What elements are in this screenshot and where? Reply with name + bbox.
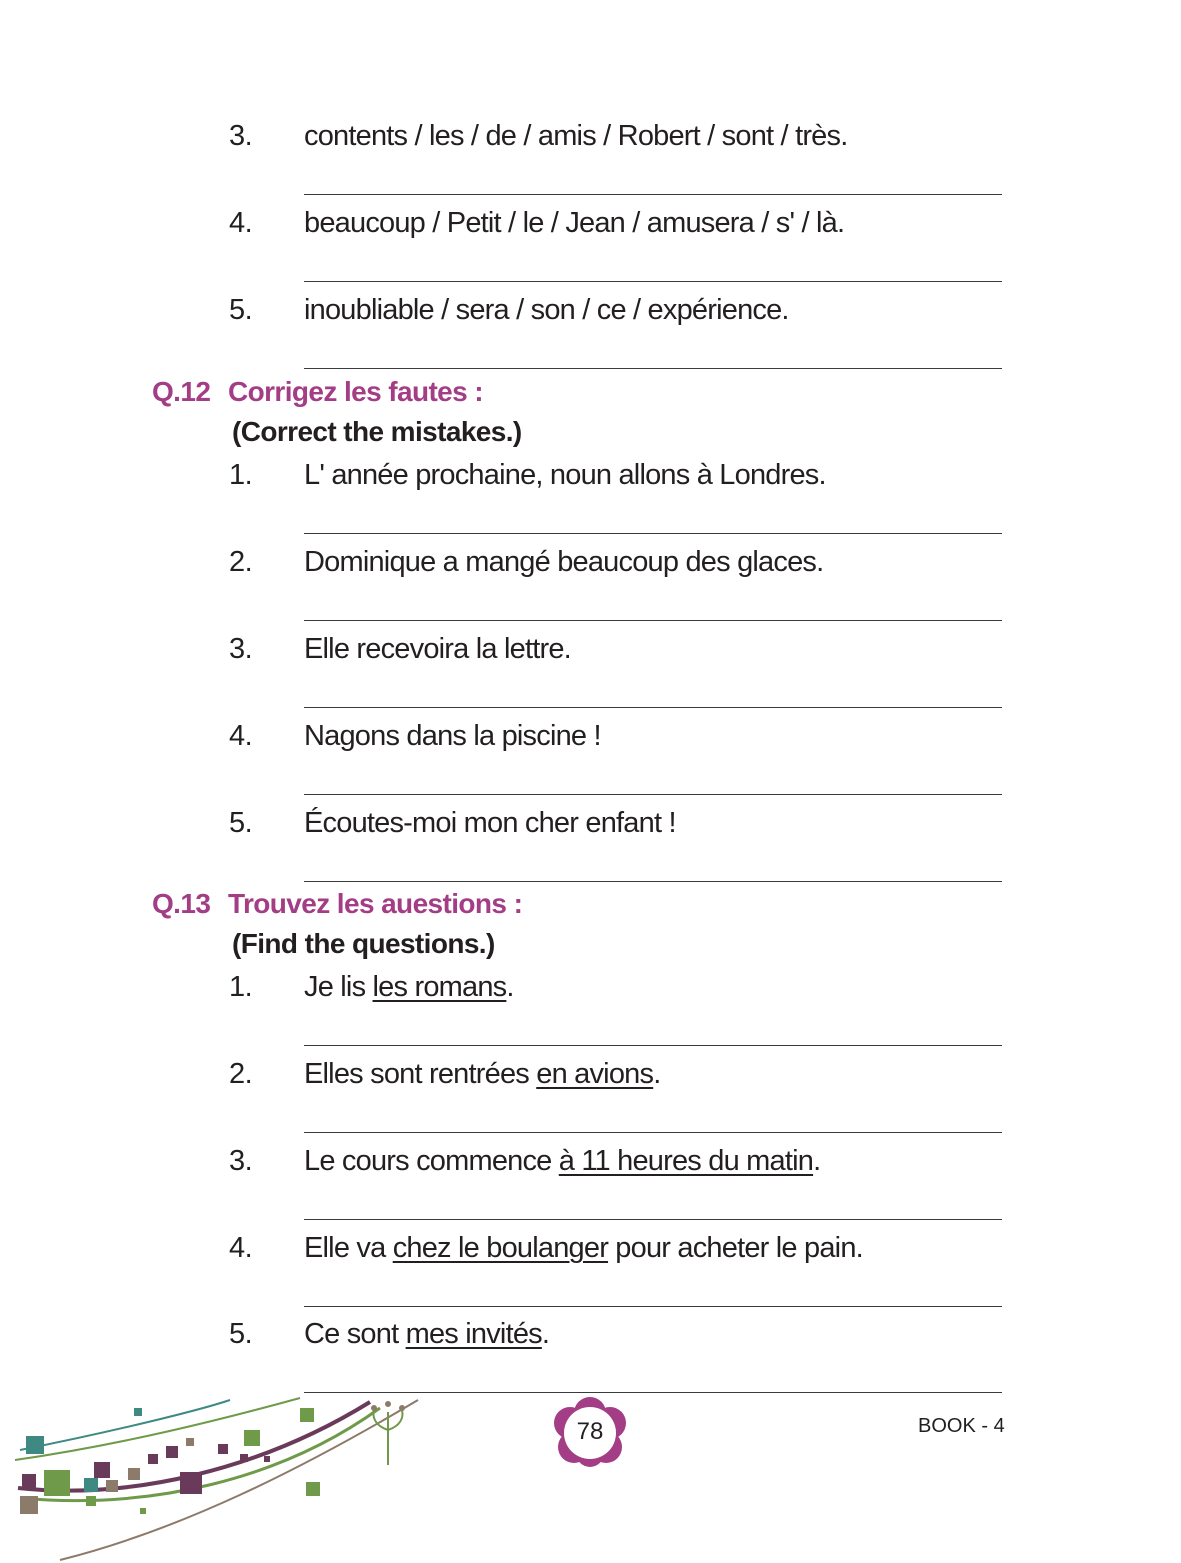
item-number: 5. [229,1318,253,1350]
item-text: inoubliable / sera / son / ce / expérience. [304,294,789,326]
answer-line[interactable] [304,1219,1002,1220]
item-number: 3. [229,120,253,152]
item-text: Elle recevoira la lettre. [304,633,571,665]
question-subtitle: (Find the questions.) [232,928,495,959]
list-item [0,118,1181,205]
answer-line[interactable] [304,794,1002,795]
list-item [0,1143,1181,1230]
list-item [0,1056,1181,1143]
list-item [0,718,1181,805]
item-number: 5. [229,807,253,839]
answer-line[interactable] [304,533,1002,534]
item-text: Nagons dans la piscine ! [304,720,601,752]
decorative-swirl-icon [0,1390,430,1563]
answer-line[interactable] [304,881,1002,882]
question-title: Corrigez les fautes : [228,376,484,407]
question-heading-q13 [152,887,522,921]
underlined-phrase: mes invités [405,1318,542,1350]
answer-line[interactable] [304,620,1002,621]
underlined-phrase: à 11 heures du matin [558,1145,814,1177]
list-item [0,544,1181,631]
item-text: beaucoup / Petit / le / Jean / amusera / s' / là. [304,207,845,239]
list-item [0,205,1181,292]
question-heading-q12 [152,375,483,409]
underlined-phrase: les romans [372,971,507,1003]
item-number: 1. [229,971,253,1003]
question-title: Trouvez les auestions : [228,888,523,919]
item-text: contents / les / de / amis / Robert / sont / très. [304,120,848,152]
item-text: L' année prochaine, noun allons à Londres. [304,459,826,491]
item-text: Elle va chez le boulanger pour acheter le pain. [304,1232,863,1264]
item-number: 1. [229,459,253,491]
question-subtitle: (Correct the mistakes.) [232,416,522,447]
item-number: 3. [229,1145,253,1177]
answer-line[interactable] [304,194,1002,195]
item-number: 2. [229,1058,253,1090]
item-text: Le cours commence à 11 heures du matin. [304,1145,821,1177]
item-number: 2. [229,546,253,578]
answer-line[interactable] [304,281,1002,282]
item-text: Ce sont mes invités. [304,1318,550,1350]
item-number: 4. [229,207,253,239]
underlined-phrase: chez le boulanger [392,1232,609,1264]
item-number: 4. [229,1232,253,1264]
answer-line[interactable] [304,368,1002,369]
underlined-phrase: en avions [536,1058,654,1090]
question-number: Q.12 [152,376,211,407]
answer-line[interactable] [304,707,1002,708]
list-item [0,1230,1181,1317]
item-text: Elles sont rentrées en avions. [304,1058,661,1090]
answer-line[interactable] [304,1306,1002,1307]
item-text: Écoutes-moi mon cher enfant ! [304,807,676,839]
question-number: Q.13 [152,888,211,919]
book-label: BOOK - 4 [918,1415,1005,1437]
item-text: Je lis les romans. [304,971,514,1003]
item-number: 3. [229,633,253,665]
page-number: 78 [576,1418,604,1445]
answer-line[interactable] [304,1132,1002,1133]
list-item [0,969,1181,1056]
list-item [0,805,1181,892]
list-item [0,631,1181,718]
list-item [0,457,1181,544]
list-item [0,292,1181,379]
answer-line[interactable] [304,1045,1002,1046]
item-text: Dominique a mangé beaucoup des glaces. [304,546,824,578]
item-number: 4. [229,720,253,752]
item-number: 5. [229,294,253,326]
